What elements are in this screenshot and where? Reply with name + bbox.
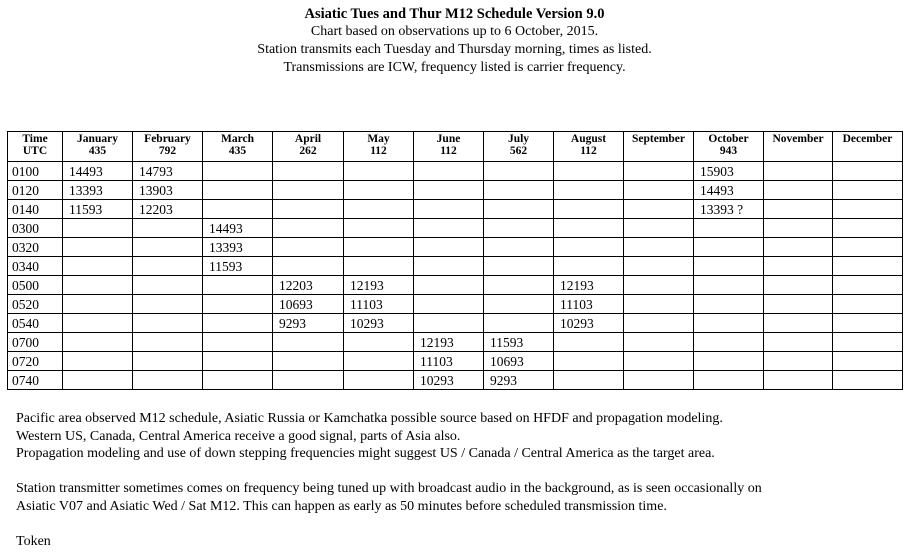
- frequency-cell: 10293: [344, 314, 414, 333]
- column-sublabel: 262: [299, 145, 317, 157]
- frequency-cell: [133, 333, 203, 352]
- frequency-cell: [273, 200, 344, 219]
- table-row: [8, 219, 903, 238]
- header-line-2: Station transmits each Tuesday and Thursday morning, times as listed.: [257, 42, 652, 57]
- frequency-cell: [484, 314, 554, 333]
- table-body: [8, 162, 903, 390]
- frequency-cell: [344, 333, 414, 352]
- frequency-cell: [694, 352, 764, 371]
- frequency-cell: [273, 371, 344, 390]
- frequency-cell: [554, 219, 624, 238]
- frequency-cell: [624, 276, 694, 295]
- column-header: [414, 132, 484, 162]
- frequency-cell: [694, 295, 764, 314]
- frequency-cell: [203, 314, 273, 333]
- column-header: [554, 132, 624, 162]
- column-sublabel: 562: [509, 145, 528, 157]
- frequency-cell: [344, 181, 414, 200]
- frequency-cell: [694, 219, 764, 238]
- frequency-cell: [273, 162, 344, 181]
- time-cell: 0500: [8, 276, 63, 295]
- frequency-cell: [133, 219, 203, 238]
- time-cell: 0700: [8, 333, 63, 352]
- frequency-cell: [554, 371, 624, 390]
- frequency-cell: [344, 162, 414, 181]
- column-header: [484, 132, 554, 162]
- frequency-cell: 10293: [554, 314, 624, 333]
- frequency-cell: [203, 200, 273, 219]
- frequency-cell: [203, 295, 273, 314]
- time-cell: 0340: [8, 257, 63, 276]
- column-label: September: [631, 133, 685, 145]
- frequency-cell: 11593: [63, 200, 133, 219]
- frequency-cell: [133, 295, 203, 314]
- frequency-cell: [764, 333, 833, 352]
- frequency-cell: [414, 181, 484, 200]
- column-sublabel: 792: [158, 145, 177, 157]
- frequency-cell: 9293: [484, 371, 554, 390]
- column-sublabel: 112: [580, 145, 597, 157]
- column-sublabel: 112: [370, 145, 387, 157]
- frequency-cell: [484, 181, 554, 200]
- frequency-cell: [414, 257, 484, 276]
- column-header: [203, 132, 273, 162]
- frequency-cell: [414, 314, 484, 333]
- column-header: [344, 132, 414, 162]
- frequency-cell: [624, 333, 694, 352]
- column-header: [833, 132, 903, 162]
- frequency-cell: [764, 200, 833, 219]
- frequency-cell: [764, 162, 833, 181]
- frequency-cell: [624, 238, 694, 257]
- frequency-cell: [624, 162, 694, 181]
- column-label: April: [294, 133, 322, 145]
- frequency-cell: [694, 238, 764, 257]
- frequency-cell: [344, 257, 414, 276]
- frequency-cell: [133, 238, 203, 257]
- frequency-cell: [764, 295, 833, 314]
- header-line-1: Chart based on observations up to 6 October, 2015.: [310, 24, 599, 39]
- frequency-cell: 11103: [344, 295, 414, 314]
- frequency-cell: [133, 371, 203, 390]
- frequency-cell: [273, 181, 344, 200]
- frequency-cell: [833, 333, 903, 352]
- frequency-cell: [833, 219, 903, 238]
- frequency-cell: 13393: [203, 238, 273, 257]
- table-row: [8, 181, 903, 200]
- time-cell: 0120: [8, 181, 63, 200]
- frequency-cell: 13393 ?: [694, 200, 764, 219]
- time-cell: 0520: [8, 295, 63, 314]
- schedule-table: [7, 131, 903, 390]
- frequency-cell: [203, 333, 273, 352]
- frequency-cell: [344, 352, 414, 371]
- table-row: [8, 162, 903, 181]
- frequency-cell: [554, 181, 624, 200]
- note-line: Station transmitter sometimes comes on frequency being tuned up with broadcast audio in the background, as is seen occasionally on: [16, 481, 762, 496]
- column-label: August: [570, 133, 607, 145]
- frequency-cell: [764, 238, 833, 257]
- frequency-cell: [484, 162, 554, 181]
- frequency-cell: 12203: [133, 200, 203, 219]
- frequency-cell: 14493: [63, 162, 133, 181]
- frequency-cell: [133, 314, 203, 333]
- frequency-cell: [833, 314, 903, 333]
- frequency-cell: [133, 352, 203, 371]
- frequency-cell: 14493: [694, 181, 764, 200]
- time-cell: 0140: [8, 200, 63, 219]
- frequency-cell: [694, 314, 764, 333]
- frequency-cell: [833, 276, 903, 295]
- note-line: Pacific area observed M12 schedule, Asiatic Russia or Kamchatka possible source based on HFDF and propagation modeling.: [16, 411, 723, 426]
- frequency-cell: [63, 333, 133, 352]
- frequency-cell: 15903: [694, 162, 764, 181]
- frequency-cell: [63, 314, 133, 333]
- note-line: Propagation modeling and use of down stepping frequencies might suggest US / Canada / Central America as the target area.: [16, 446, 715, 461]
- frequency-cell: [414, 238, 484, 257]
- frequency-cell: [833, 352, 903, 371]
- frequency-cell: [764, 371, 833, 390]
- frequency-cell: 10693: [273, 295, 344, 314]
- frequency-cell: [554, 238, 624, 257]
- frequency-cell: [203, 371, 273, 390]
- frequency-cell: [554, 200, 624, 219]
- frequency-cell: [764, 352, 833, 371]
- frequency-cell: [203, 352, 273, 371]
- column-label: Time: [22, 133, 48, 145]
- frequency-cell: [764, 257, 833, 276]
- table-row: [8, 238, 903, 257]
- frequency-cell: [63, 352, 133, 371]
- frequency-cell: [63, 219, 133, 238]
- frequency-cell: [624, 295, 694, 314]
- frequency-cell: [63, 238, 133, 257]
- table-row: [8, 257, 903, 276]
- frequency-cell: [63, 276, 133, 295]
- frequency-cell: [63, 295, 133, 314]
- frequency-cell: [484, 200, 554, 219]
- frequency-cell: [344, 238, 414, 257]
- frequency-cell: [63, 371, 133, 390]
- column-header: [63, 132, 133, 162]
- frequency-cell: [833, 295, 903, 314]
- table-row: [8, 314, 903, 333]
- frequency-cell: [833, 181, 903, 200]
- frequency-cell: 11593: [484, 333, 554, 352]
- frequency-cell: [414, 276, 484, 295]
- column-header: [8, 132, 63, 162]
- column-sublabel: 435: [228, 145, 247, 157]
- column-sublabel: UTC: [22, 145, 48, 157]
- column-label: October: [708, 133, 749, 145]
- frequency-cell: 13393: [63, 181, 133, 200]
- column-header: [764, 132, 833, 162]
- frequency-cell: 11103: [554, 295, 624, 314]
- frequency-cell: [414, 200, 484, 219]
- column-header: [694, 132, 764, 162]
- frequency-cell: [414, 295, 484, 314]
- header-line-3: Transmissions are ICW, frequency listed is carrier frequency.: [283, 60, 626, 75]
- signature: Token: [16, 533, 51, 549]
- column-sublabel: 112: [440, 145, 457, 157]
- frequency-cell: 14793: [133, 162, 203, 181]
- time-cell: 0300: [8, 219, 63, 238]
- frequency-cell: 10693: [484, 352, 554, 371]
- frequency-cell: [694, 276, 764, 295]
- frequency-cell: 11593: [203, 257, 273, 276]
- column-label: January: [77, 133, 118, 145]
- frequency-cell: [833, 200, 903, 219]
- document-header: [0, 5, 909, 77]
- frequency-cell: [554, 333, 624, 352]
- frequency-cell: 14493: [203, 219, 273, 238]
- time-cell: 0740: [8, 371, 63, 390]
- time-cell: 0320: [8, 238, 63, 257]
- frequency-cell: [344, 371, 414, 390]
- frequency-cell: [63, 257, 133, 276]
- frequency-cell: [624, 371, 694, 390]
- frequency-cell: [764, 181, 833, 200]
- frequency-cell: [484, 276, 554, 295]
- column-label: June: [436, 133, 461, 145]
- column-label: November: [772, 133, 824, 145]
- time-cell: 0540: [8, 314, 63, 333]
- frequency-cell: [833, 257, 903, 276]
- frequency-cell: [484, 238, 554, 257]
- frequency-cell: 12203: [273, 276, 344, 295]
- frequency-cell: [764, 276, 833, 295]
- column-label: February: [144, 133, 191, 145]
- frequency-cell: [694, 257, 764, 276]
- frequency-cell: [833, 162, 903, 181]
- frequency-cell: [624, 314, 694, 333]
- frequency-cell: [694, 333, 764, 352]
- frequency-cell: [833, 371, 903, 390]
- frequency-cell: 11103: [414, 352, 484, 371]
- time-cell: 0100: [8, 162, 63, 181]
- column-label: July: [507, 133, 530, 145]
- frequency-cell: [484, 295, 554, 314]
- note-line: Asiatic V07 and Asiatic Wed / Sat M12. This can happen as early as 50 minutes before scheduled transmission time.: [16, 498, 667, 514]
- table-row: [8, 276, 903, 295]
- frequency-cell: [344, 200, 414, 219]
- frequency-cell: [414, 219, 484, 238]
- frequency-cell: [133, 257, 203, 276]
- table-row: [8, 295, 903, 314]
- frequency-cell: [273, 238, 344, 257]
- notes-section: [16, 410, 762, 550]
- frequency-cell: [554, 162, 624, 181]
- frequency-cell: [554, 352, 624, 371]
- frequency-cell: [203, 181, 273, 200]
- frequency-cell: [833, 238, 903, 257]
- frequency-cell: [484, 219, 554, 238]
- column-header: [624, 132, 694, 162]
- frequency-cell: [273, 219, 344, 238]
- frequency-cell: [133, 276, 203, 295]
- frequency-cell: [764, 314, 833, 333]
- frequency-cell: 12193: [554, 276, 624, 295]
- column-label: May: [367, 133, 390, 145]
- time-cell: 0720: [8, 352, 63, 371]
- frequency-cell: 12193: [414, 333, 484, 352]
- table-row: [8, 352, 903, 371]
- frequency-cell: [624, 181, 694, 200]
- frequency-cell: [624, 200, 694, 219]
- column-sublabel: 943: [719, 145, 738, 157]
- frequency-cell: [484, 257, 554, 276]
- note-line: Western US, Canada, Central America receive a good signal, parts of Asia also.: [16, 428, 461, 444]
- document-title: Asiatic Tues and Thur M12 Schedule Version 9.0: [304, 6, 605, 22]
- column-header: [273, 132, 344, 162]
- frequency-cell: [554, 257, 624, 276]
- frequency-cell: [344, 219, 414, 238]
- column-label: March: [220, 133, 254, 145]
- frequency-cell: [764, 219, 833, 238]
- frequency-cell: 10293: [414, 371, 484, 390]
- frequency-cell: [273, 257, 344, 276]
- frequency-cell: 12193: [344, 276, 414, 295]
- frequency-cell: [414, 162, 484, 181]
- frequency-cell: [624, 257, 694, 276]
- column-label: December: [842, 133, 893, 145]
- frequency-cell: [273, 333, 344, 352]
- frequency-cell: [273, 352, 344, 371]
- frequency-cell: [203, 162, 273, 181]
- frequency-cell: [624, 219, 694, 238]
- frequency-cell: 9293: [273, 314, 344, 333]
- column-header: [133, 132, 203, 162]
- table-row: [8, 333, 903, 352]
- frequency-cell: [624, 352, 694, 371]
- frequency-cell: 13903: [133, 181, 203, 200]
- table-row: [8, 371, 903, 390]
- table-row: [8, 200, 903, 219]
- frequency-cell: [694, 371, 764, 390]
- table-header-row: [8, 132, 903, 162]
- column-sublabel: 435: [88, 145, 107, 157]
- frequency-cell: [203, 276, 273, 295]
